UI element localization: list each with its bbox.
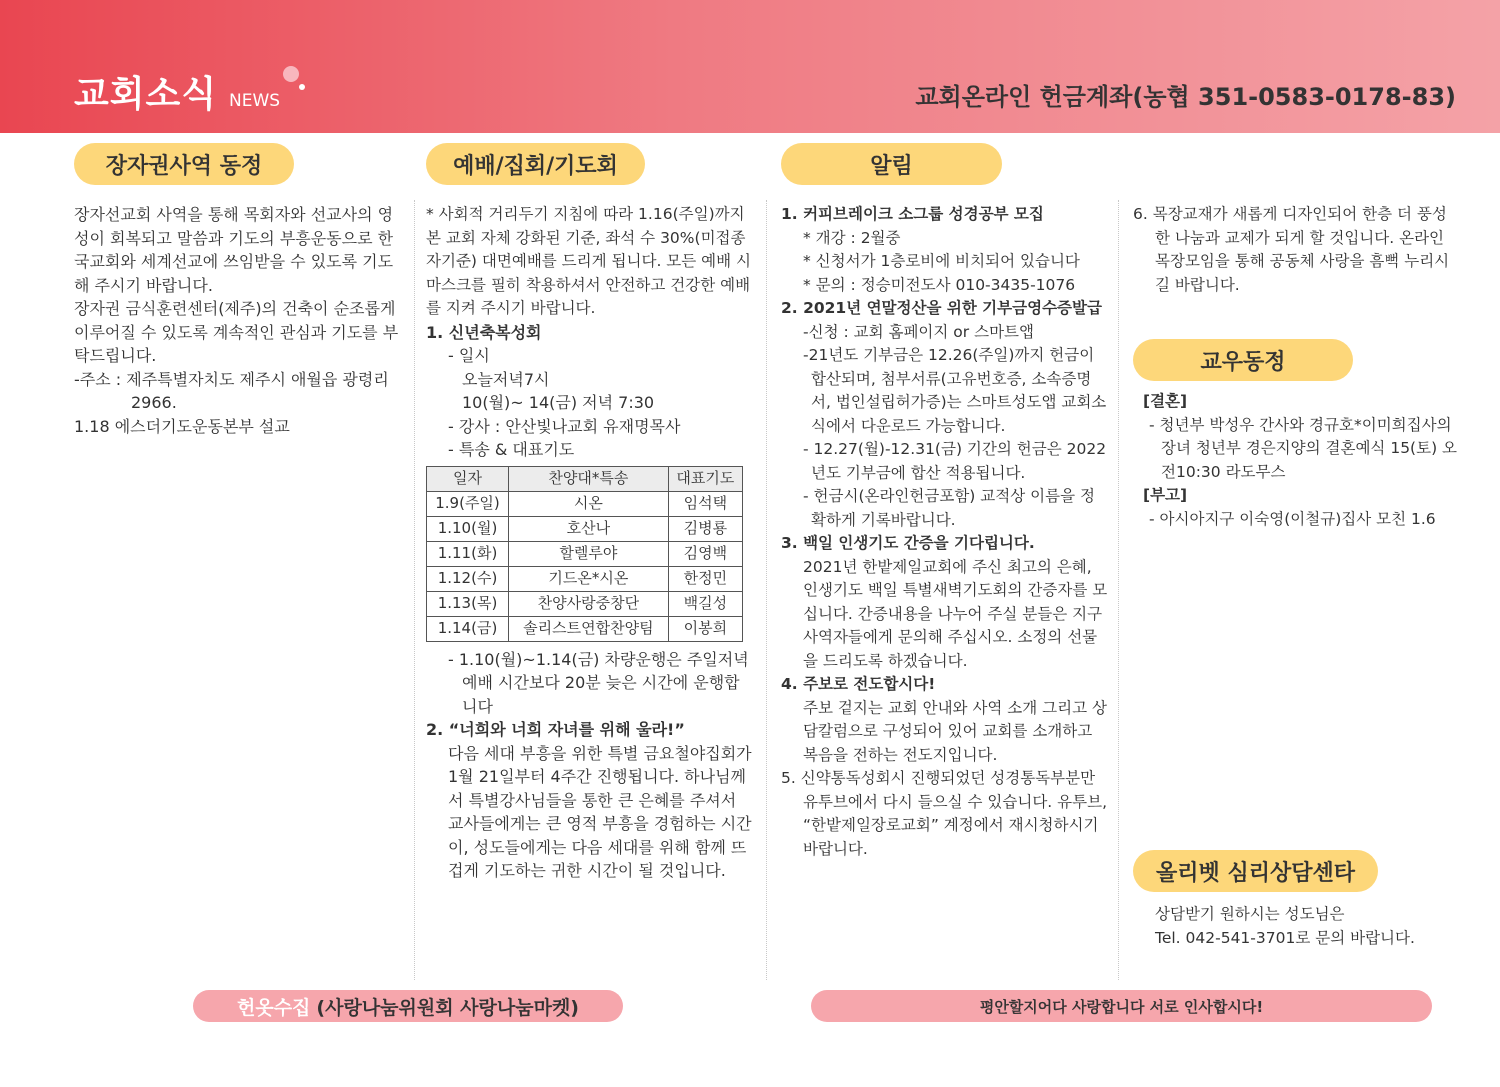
table-row [427,591,743,616]
table-cell: 시온 [509,491,669,516]
table-cell: 1.10(월) [427,516,509,541]
notice-line: - 12.27(월)-12.31(금) 기간의 헌금은 2022년도 기부금에 합산 적용됩니다. [803,440,1107,482]
notice-item: 5. 신약통독성회시 진행되었던 성경통독부분만 유투브에서 다시 들으실 수 있습니다. 유투브, “한밭제일장로교회” 계정에서 재시청하시기 바랍니다. [781,769,1108,858]
table-cell: 호산나 [509,516,669,541]
notice-line: - 헌금시(온라인헌금포함) 교적상 이름을 정확하게 기록바랍니다. [803,487,1095,529]
worship-item-body: 다음 세대 부흥을 위한 특별 금요철야집회가 1월 21일부터 4주간 진행됩니다. 하나님께서 특별강사님들을 통한 큰 은혜를 주셔서 교사들에게는 큰 영적 부흥을 경험하는 시간이, 성도들에게는 다음 세대를 위해 함께 뜨겁게 기도하는 귀한 시간이 될 것입니다. [448,743,752,880]
clothing-drive-lead: 헌옷수집 [236,996,311,1019]
worship-column [426,203,754,883]
table-header-row [427,466,743,491]
table-cell: 1.11(화) [427,541,509,566]
missions-address: -주소 : 제주특별자치도 제주시 애월읍 광령리 2966. [74,369,389,412]
table-cell: 1.14(금) [427,616,509,641]
table-cell: 1.13(목) [427,591,509,616]
obituary-label: [부고] [1143,486,1188,504]
obituary-notice: - 아시아지구 이숙영(이철규)집사 모친 1.6 [1149,509,1436,528]
table-header-cell: 일자 [427,466,509,491]
decor-dot-small-icon [299,84,305,90]
notice-body: 주보 겉지는 교회 안내와 사역 소개 그리고 상담칼럼으로 구성되어 있어 교회를 소개하고 복음을 전하는 전도지입니다. [803,698,1108,764]
page-title: 교회소식 [74,74,218,115]
notice-line: * 개강 : 2월중 [803,228,901,247]
bus-notice: - 1.10(월)~1.14(금) 차량운행은 주일저녁예배 시간보다 20분 늦은 시간에 운행합니다 [448,649,749,716]
table-cell: 한정민 [668,566,742,591]
column-divider [766,200,767,980]
notices-heading: 알림 [781,143,1002,185]
table-cell: 김병룡 [668,516,742,541]
missions-heading: 장자권사역 동정 [74,143,294,185]
notice-line: * 문의 : 정승미전도사 010-3435-1076 [803,275,1076,294]
notice-item-6 [1133,203,1460,297]
greeting-banner: 평안할지어다 사랑합니다 서로 인사합시다! [811,990,1432,1022]
table-cell: 백길성 [668,591,742,616]
offering-account: 교회온라인 헌금계좌(농협 351-0583-0178-83) [915,83,1456,111]
table-row [427,566,743,591]
worship-heading: 예배/집회/기도회 [426,143,645,185]
header-banner [0,0,1500,133]
wedding-notice: - 청년부 박성우 간사와 경규호*이미희집사의 장녀 청년부 경은지양의 결혼예식 15(토) 오전10:30 라도무스 [1149,415,1458,481]
decor-dot-icon [283,66,299,82]
table-row [427,541,743,566]
table-cell: 1.12(수) [427,566,509,591]
clothing-drive-text: (사랑나눔위원회 사랑나눔마켓) [316,996,579,1019]
special-line: - 특송 & 대표기도 [448,440,575,459]
members-heading: 교우동정 [1133,339,1353,381]
table-cell: 김영백 [668,541,742,566]
worship-notice: * 사회적 거리두기 지침에 따라 1.16(주일)까지 본 교회 자체 강화된 기준, 좌석 수 30%(미접종자기준) 대면예배를 드리게 됩니다. 모든 예배 시 마스크를 필히 착용하셔서 안전하고 건강한 예배를 지켜 주시기 바랍니다. [426,205,752,317]
notice-heading: 4. 주보로 전도합시다! [781,675,936,693]
speaker-line: - 강사 : 안산빛나교회 유재명목사 [448,416,681,436]
counsel-phone: Tel. 042-541-3701로 문의 바랍니다. [1155,928,1415,947]
notice-body: 2021년 한밭제일교회에 주신 최고의 은혜, 인생기도 백일 특별새벽기도회의 간증자를 모십니다. 간증내용을 나누어 주실 분들은 지구사역자들에게 문의해 주십시오. 소정의 선물을 드리도록 하겠습니다. [803,557,1108,670]
worship-item-heading: 1. 신년축복성회 [426,322,542,342]
table-cell: 임석택 [668,491,742,516]
notice-heading: 1. 커피브레이크 소그룹 성경공부 모집 [781,205,1044,223]
counsel-column [1155,903,1460,950]
notices-column [781,203,1108,861]
notice-line: -21년도 기부금은 12.26(주일)까지 헌금이 합산되며, 첨부서류(고유번호증, 소속증명서, 법인설립허가증)는 스마트성도앱 교회소식에서 다운로드 가능합니다. [803,346,1107,435]
column-divider [414,200,415,980]
table-row [427,616,743,641]
members-column [1143,390,1460,531]
worship-item-heading: 2. “너희와 너희 자녀를 위해 울라!” [426,720,685,739]
clothing-drive-banner [193,990,623,1022]
schedule-line: 10(월)~ 14(금) 저녁 7:30 [462,393,655,412]
missions-column [74,203,400,438]
notice-line: -신청 : 교회 홈페이지 or 스마트앱 [803,322,1034,341]
counsel-heading: 올리벳 심리상담센타 [1133,850,1378,892]
table-cell: 이봉희 [668,616,742,641]
notice-item: 6. 목장교재가 새롭게 디자인되어 한층 더 풍성한 나눔과 교제가 되게 할 것입니다. 온라인 목장모임을 통해 공동체 사랑을 흠뻑 누리시길 바랍니다. [1133,205,1450,294]
missions-paragraph: 장자선교회 사역을 통해 목회자와 선교사의 영성이 회복되고 말씀과 기도의 부흥운동으로 한국교회와 세계선교에 쓰임받을 수 있도록 기도해 주시기 바랍니다. [74,205,394,295]
column-divider [1118,200,1119,980]
counsel-line: 상담받기 원하시는 성도님은 [1155,905,1345,923]
table-cell: 솔리스트연합찬양팀 [509,616,669,641]
notice-heading: 3. 백일 인생기도 간증을 기다립니다. [781,534,1035,552]
table-header-cell: 대표기도 [668,466,742,491]
notice-heading: 2. 2021년 연말정산을 위한 기부금영수증발급 [781,299,1102,317]
table-header-cell: 찬양대*특송 [509,466,669,491]
news-label: NEWS [229,91,281,111]
table-row [427,516,743,541]
table-cell: 기드온*시온 [509,566,669,591]
table-cell: 할렐루야 [509,541,669,566]
wedding-label: [결혼] [1143,392,1188,410]
schedule-table [426,466,743,642]
table-row [427,491,743,516]
missions-paragraph: 장자권 금식훈련센터(제주)의 건축이 순조롭게 이루어질 수 있도록 계속적인 관심과 기도를 부탁드립니다. [74,299,399,365]
table-cell: 1.9(주일) [427,491,509,516]
schedule-label: - 일시 [448,346,490,365]
table-cell: 찬양사랑중창단 [509,591,669,616]
notice-line: * 신청서가 1층로비에 비치되어 있습니다 [803,252,1080,270]
schedule-line: 오늘저녁7시 [462,369,550,389]
missions-sermon: 1.18 에스더기도운동본부 설교 [74,416,290,436]
